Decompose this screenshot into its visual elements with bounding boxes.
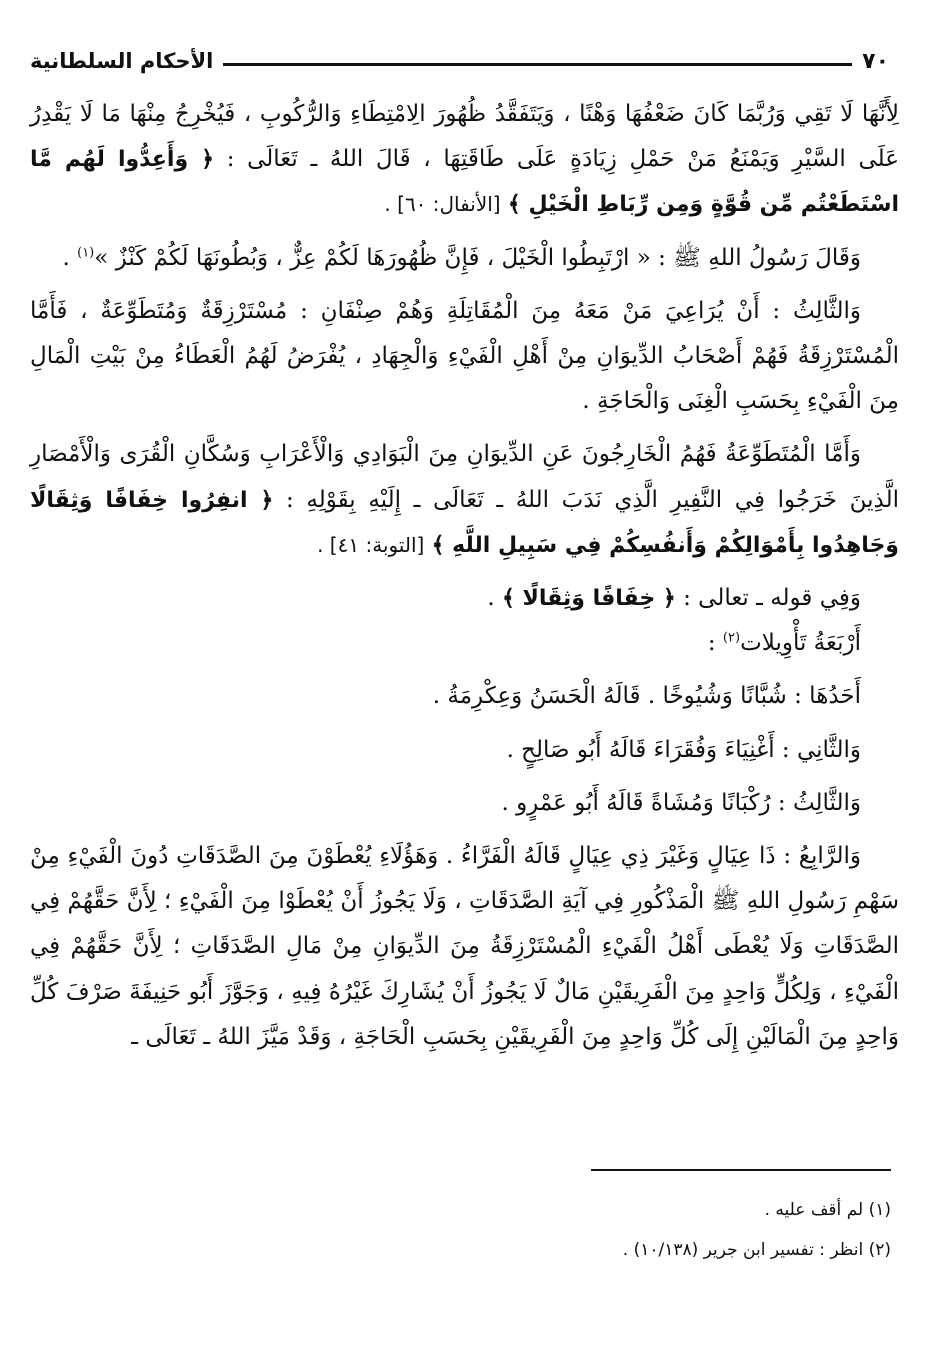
- quran-verse-tawbah: ﴿ انفِرُوا خِفَافًا وَثِقَالًا وَجَاهِدُوا بِأَمْوَالِكُمْ وَأَنفُسِكُمْ فِي سَبِيلِ اللَّهِ ﴾: [30, 487, 899, 558]
- paragraph-4: [30, 432, 899, 568]
- paragraph-6: [30, 621, 899, 666]
- paragraph-2: [30, 236, 899, 281]
- header-rule: [223, 63, 852, 66]
- footnote-marker-1: (١): [77, 244, 95, 260]
- paragraph-3: وَالثَّالِثُ : أَنْ يُرَاعِيَ مَنْ مَعَهُ مِنَ الْمُقَاتِلَةِ وَهُمْ صِنْفَانِ : مُسْتَرْزِقَةٌ وَمُتَطَوِّعَةٌ ، فَأَمَّا الْمُسْتَرْزِقَةُ فَهُمْ أَصْحَابُ الدِّيوَانِ مِنْ أَهْلِ الْفَيْءِ وَالْجِهَادِ ، يُفْرَضُ لَهُمُ الْعَطَاءُ مِنْ بَيْتِ الْمَالِ مِنَ الْفَيْءِ بِحَسَبِ الْغِنَى وَالْحَاجَةِ .: [30, 297, 899, 415]
- verse-reference-anfal: [الأنفال: ٦٠] .: [384, 192, 501, 217]
- footnote-marker-2: (٢): [722, 630, 741, 646]
- quran-phrase: ﴿ خِفَافًا وَثِقَالًا ﴾: [501, 586, 676, 612]
- page-number: ٧٠: [862, 48, 889, 74]
- footnote-1: (١) لم أقف عليه .: [764, 1200, 891, 1220]
- book-title: الأحكام السلطانية: [30, 49, 214, 73]
- paragraph-5: [30, 576, 899, 621]
- verse-reference-tawbah: [التوبة: ٤١] .: [317, 532, 425, 557]
- main-text: [30, 92, 899, 1060]
- interpretation-3: وَالثَّالِثُ : رُكْبَانًا وَمُشَاةً قَالَهُ أَبُو عَمْرٍو .: [501, 789, 861, 816]
- paragraph-5-text: وَفِي قوله ـ تعالى :: [683, 585, 861, 612]
- paragraph-1: [30, 92, 899, 228]
- footnotes: [30, 1190, 891, 1270]
- interpretation-2: وَالثَّانِي : أَغْنِيَاءَ وَفُقَرَاءَ قَالَهُ أَبُو صَالِحٍ .: [506, 736, 861, 763]
- footnote-separator: [591, 1169, 891, 1171]
- quran-verse-anfal: ﴿ وَأَعِدُّوا لَهُم مَّا اسْتَطَعْتُم مِّن قُوَّةٍ وَمِن رِّبَاطِ الْخَيْلِ ﴾: [30, 147, 899, 218]
- running-header: [30, 44, 889, 78]
- paragraph-2-end: .: [62, 244, 70, 271]
- paragraph-6-text: أَرْبَعَةُ تَأْوِيلات: [740, 630, 861, 657]
- paragraph-4-text: وَأَمَّا الْمُتَطَوِّعَةُ فَهُمُ الْخَارِجُونَ عَنِ الدِّيوَانِ مِنَ الْبَوَادِي وَالْأَعْرَابِ وَسُكَّانِ الْقُرَى وَالْأَمْصَارِ الَّذِينَ خَرَجُوا فِي النَّفِيرِ الَّذِي نَدَبَ اللهُ ـ تَعَالَى ـ إِلَيْهِ بِقَوْلِهِ :: [30, 441, 899, 513]
- hadith-text: وَقَالَ رَسُولُ اللهِ ﷺ : « ارْتَبِطُوا الْخَيْلَ ، فَإِنَّ ظُهُورَهَا لَكُمْ عِزٌّ ، وَبُطُونَهَا لَكُمْ كَنْزٌ »: [94, 244, 861, 271]
- interpretation-4: وَالرَّابِعُ : ذَا عِيَالٍ وَغَيْرَ ذِي عِيَالٍ قَالَهُ الْفَرَّاءُ . وَهَؤُلَاءِ يُعْطَوْنَ مِنَ الصَّدَقَاتِ دُونَ الْفَيْءِ مِنْ سَهْمِ رَسُولِ اللهِ ﷺ الْمَذْكُورِ فِي آيَةِ الصَّدَقَاتِ ، وَلَا يَجُوزُ أَنْ يُعْطَوْا مِنَ الْفَيْءِ ؛ لِأَنَّ حَقَّهُمْ فِي الصَّدَقَاتِ وَلَا يُعْطَى أَهْلُ الْفَيْءِ الْمُسْتَرْزِقَةُ مِنَ الدِّيوَانِ مِنْ مَالِ الصَّدَقَاتِ ؛ لِأَنَّ حَقَّهُمْ فِي الْفَيْءِ ، وَلِكُلٍّ وَاحِدٍ مِنَ الْفَرِيقَيْنِ مَالٌ لَا يَجُوزُ أَنْ يُشَارِكَ غَيْرُهُ فِيهِ ، وَجَوَّزَ أَبُو حَنِيفَةَ صَرْفَ كُلِّ وَاحِدٍ مِنَ الْمَالَيْنِ إِلَى كُلِّ وَاحِدٍ مِنَ الْفَرِيقَيْنِ بِحَسَبِ الْحَاجَةِ ، وَقَدْ مَيَّزَ اللهُ ـ تَعَالَى ـ: [30, 843, 899, 1050]
- interpretation-1: أَحَدُهَا : شُبَّانًا وَشُيُوخًا . قَالَهُ الْحَسَنُ وَعِكْرِمَةُ .: [432, 683, 861, 710]
- paragraph-6-end: :: [707, 630, 716, 657]
- paragraph-5-end: .: [487, 585, 495, 612]
- footnote-2: (٢) انظر : تفسير ابن جرير (١٠/١٣٨) .: [622, 1240, 891, 1260]
- paragraph-1-text: لِأَنَّهَا لَا تَقِي وَرُبَّمَا كَانَ ضَعْفُهَا وَهْنًا ، وَيَتَفَقَّدُ ظُهُورَ الِامْتِطَاءِ وَالرُّكُوبِ ، فَيُخْرِجُ مِنْهَا مَا لَا يَقْدِرُ عَلَى السَّيْرِ وَيَمْنَعُ مَنْ حَمْلِ زِيَادَةٍ عَلَى طَاقَتِهَا ، قَالَ اللهُ ـ تَعَالَى :: [30, 101, 899, 173]
